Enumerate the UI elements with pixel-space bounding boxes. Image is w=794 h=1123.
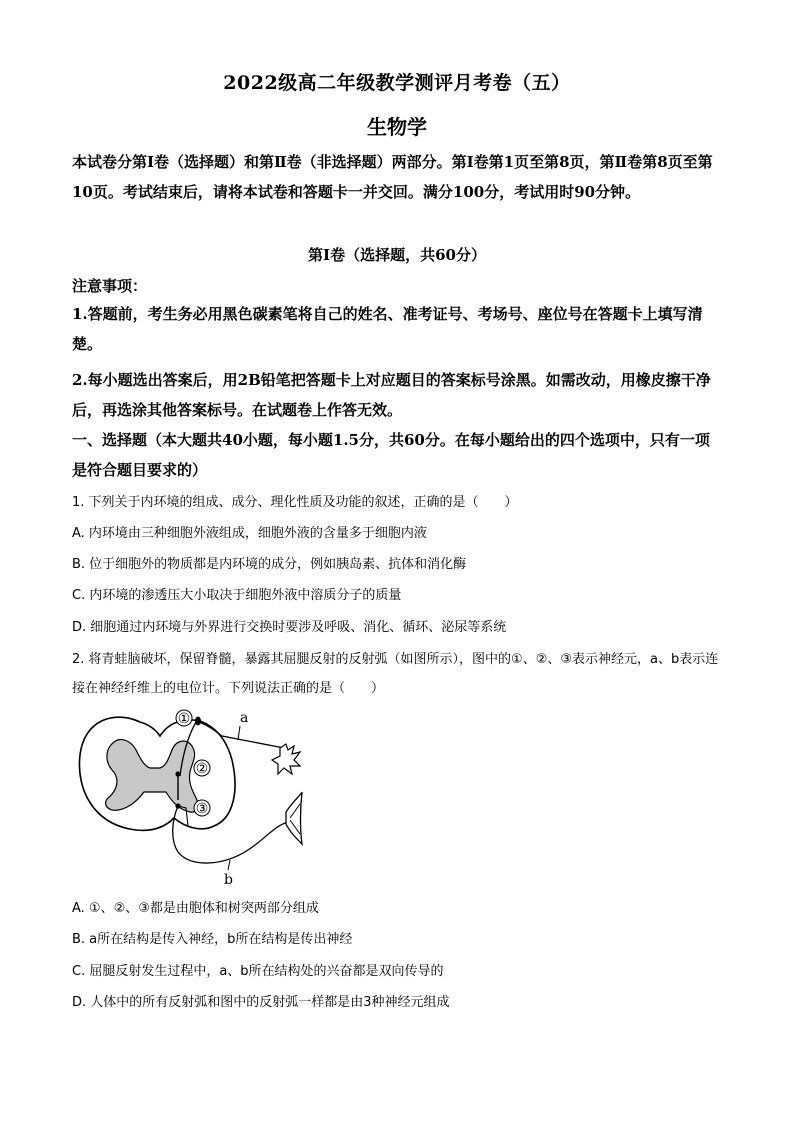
reflex-arc-figure (74, 700, 314, 892)
notes-heading: 注意事项： (72, 277, 148, 295)
question-2-stem: 2. 将青蛙脑破坏，保留脊髓，暴露其屈腿反射的反射弧（如图所示），图中的①、②、③表示神经元，a、b表示连接在神经纤维上的电位计。下列说法正确的是（ ） (72, 652, 719, 696)
label-neuron-2: ② (195, 761, 209, 777)
subject-title: 生物学 (367, 115, 427, 139)
neuron-1-soma (195, 717, 201, 726)
note-item-1: 1.答题前，考生务必用黑色碳素笔将自己的姓名、准考证号、考场号、座位号在答题卡上填写清楚。 (72, 305, 703, 353)
note-item-2: 2.每小题选出答案后，用2B铅笔把答题卡上对应题目的答案标号涂黑。如需改动，用橡皮擦干净后，再选涂其他答案标号。在试题卷上作答无效。 (72, 371, 711, 419)
question-1-stem: 1. 下列关于内环境的组成、成分、理化性质及功能的叙述，正确的是（ ） (72, 495, 518, 510)
question-2-option-c: C. 屈腿反射发生过程中，a、b所在结构处的兴奋都是双向传导的 (72, 964, 444, 979)
question-2-option-d: D. 人体中的所有反射弧和图中的反射弧一样都是由3种神经元组成 (72, 995, 450, 1010)
part1-title: 第Ⅰ卷（选择题，共60分） (308, 246, 486, 264)
question-1-option-b: B. 位于细胞外的物质都是内环境的成分，例如胰岛素、抗体和消化酶 (72, 557, 467, 572)
question-2-option-a: A. ①、②、③都是由胞体和树突两部分组成 (72, 901, 319, 916)
receptor-icon (272, 744, 300, 774)
exam-intro: 本试卷分第Ⅰ卷（选择题）和第Ⅱ卷（非选择题）两部分。第Ⅰ卷第1页至第8页，第Ⅱ卷第8页至第10页。考试结束后，请将本试卷和答题卡一并交回。满分100分，考试用时90分钟。 (72, 153, 713, 201)
label-neuron-1: ① (177, 711, 191, 727)
section1-heading: 一、选择题（本大题共40小题，每小题1.5分，共60分。在每小题给出的四个选项中，只有一项是符合题目要求的） (72, 431, 710, 479)
neuron-2-dot (175, 771, 180, 776)
question-2-option-b: B. a所在结构是传入神经，b所在结构是传出神经 (72, 932, 353, 947)
label-neuron-3: ③ (195, 801, 209, 817)
label-electrometer-a: a (240, 710, 249, 726)
question-1-option-d: D. 细胞通过内环境与外界进行交换时要涉及呼吸、消化、循环、泌尿等系统 (72, 620, 507, 635)
question-1-option-c: C. 内环境的渗透压大小取决于细胞外液中溶质分子的质量 (72, 588, 402, 603)
effector-icon (286, 792, 302, 844)
exam-title: 2022级高二年级教学测评月考卷（五） (223, 72, 571, 94)
question-1-option-a: A. 内环境由三种细胞外液组成，细胞外液的含量多于细胞内液 (72, 526, 427, 541)
label-electrometer-b: b (224, 872, 233, 888)
